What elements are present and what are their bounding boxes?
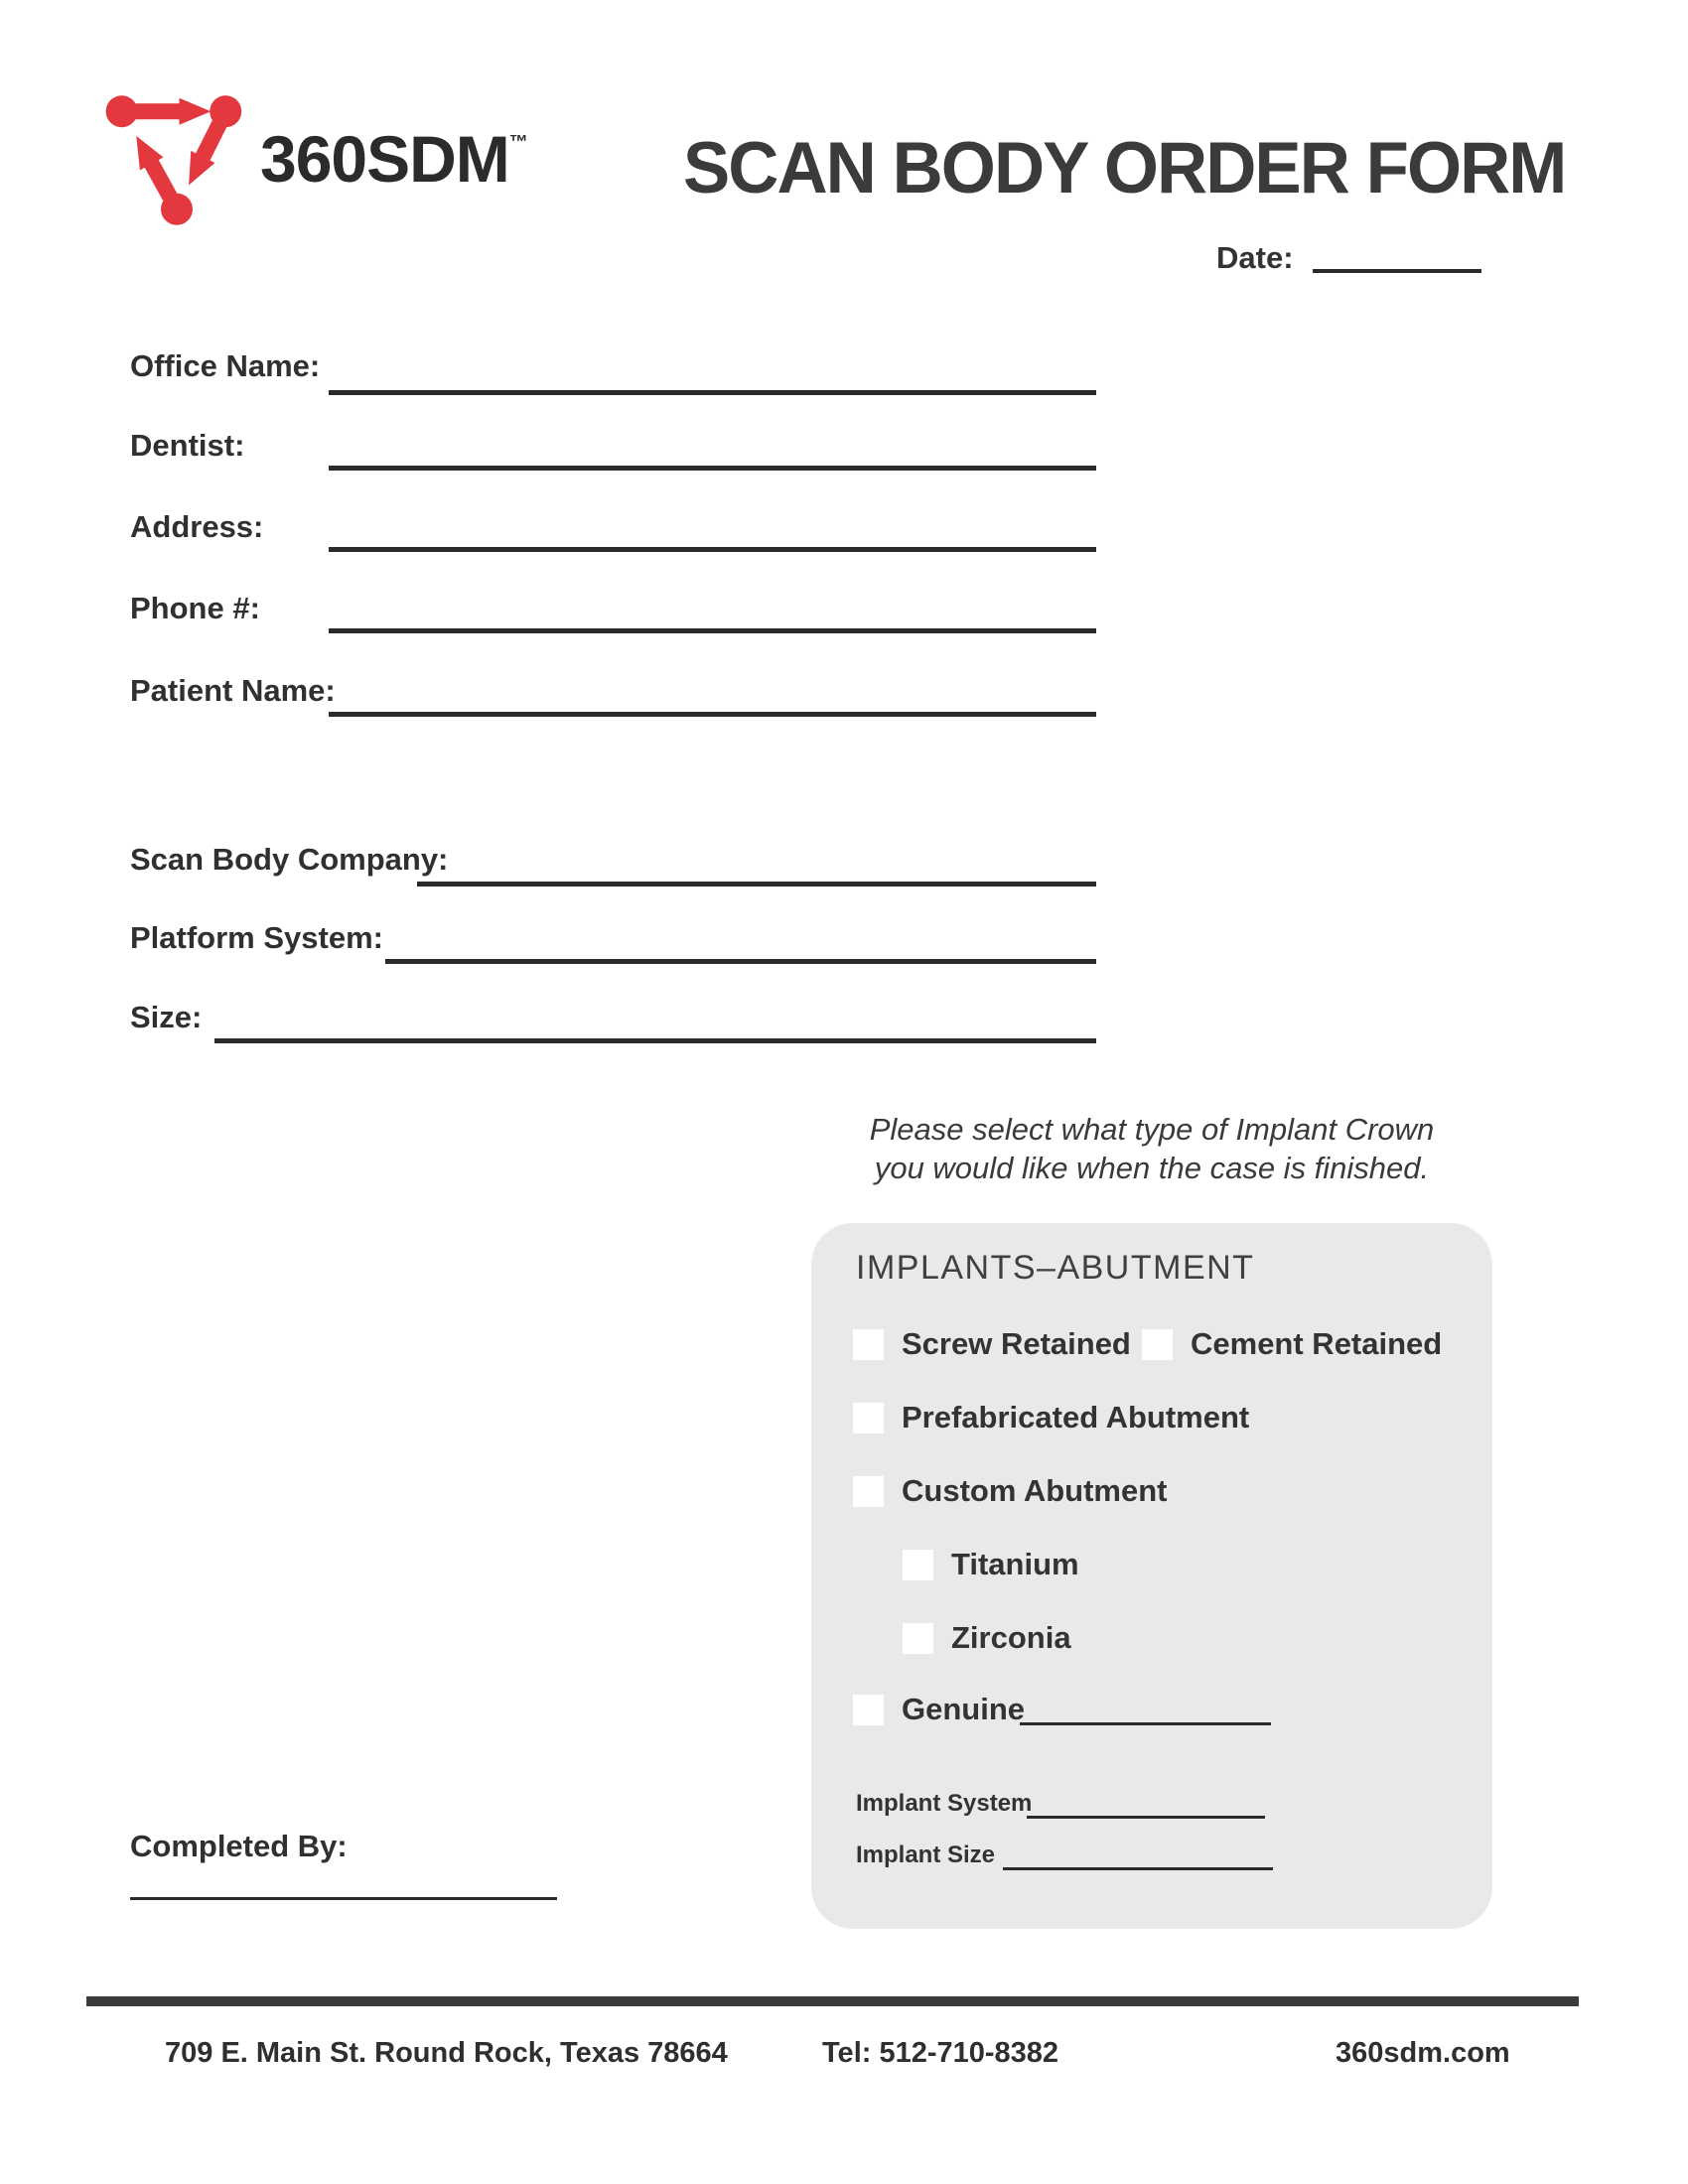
footer-phone: Tel: 512-710-8382: [822, 2037, 1059, 2069]
titanium-option: [903, 1549, 1079, 1580]
custom-abutment-label: Custom Abutment: [902, 1473, 1168, 1508]
implant-size-input-line[interactable]: [1003, 1867, 1273, 1870]
logo-wordmark: [260, 121, 527, 197]
address-input-line[interactable]: [329, 547, 1096, 552]
trademark-symbol: ™: [508, 132, 527, 153]
screw-retained-label: Screw Retained: [902, 1326, 1131, 1361]
implant-size-label: Implant Size: [856, 1842, 996, 1868]
scan-body-company-input-line[interactable]: [417, 882, 1096, 887]
phone-label: Phone #:: [130, 591, 260, 625]
address-label: Address:: [130, 509, 264, 544]
completed-by-label: Completed By:: [130, 1829, 348, 1863]
zirconia-label: Zirconia: [951, 1620, 1071, 1655]
office-name-input-line[interactable]: [329, 390, 1096, 395]
footer-divider: [86, 1996, 1579, 2006]
page-title: SCAN BODY ORDER FORM: [683, 128, 1566, 208]
genuine-label: Genuine: [902, 1692, 1026, 1726]
scan-body-company-label: Scan Body Company:: [130, 842, 449, 877]
prefabricated-abutment-label: Prefabricated Abutment: [902, 1400, 1250, 1434]
date-input-line[interactable]: [1313, 269, 1481, 273]
implants-abutment-heading: IMPLANTS–ABUTMENT: [856, 1249, 1255, 1287]
note-line-2: you would like when the case is finished.: [874, 1151, 1430, 1185]
screw-retained-option: [853, 1328, 1131, 1360]
cement-retained-option: [1142, 1328, 1442, 1360]
patient-name-input-line[interactable]: [329, 712, 1096, 717]
screw-retained-checkbox[interactable]: [853, 1329, 884, 1360]
logo-360-text: 360: [260, 122, 367, 196]
date-label: Date:: [1216, 240, 1294, 275]
logo-cycle-icon: [97, 83, 256, 232]
genuine-option: [853, 1694, 1025, 1725]
prefabricated-abutment-option: [853, 1402, 1249, 1433]
platform-system-input-line[interactable]: [385, 959, 1096, 964]
platform-system-label: Platform System:: [130, 920, 383, 955]
genuine-input-line[interactable]: [1020, 1722, 1271, 1725]
completed-by-input-line[interactable]: [130, 1897, 557, 1900]
phone-input-line[interactable]: [329, 628, 1096, 633]
genuine-checkbox[interactable]: [853, 1695, 884, 1725]
cement-retained-checkbox[interactable]: [1142, 1329, 1173, 1360]
patient-name-label: Patient Name:: [130, 673, 336, 708]
implant-crown-note: [804, 1110, 1499, 1187]
titanium-label: Titanium: [951, 1547, 1079, 1581]
size-label: Size:: [130, 1000, 203, 1034]
custom-abutment-checkbox[interactable]: [853, 1476, 884, 1507]
custom-abutment-option: [853, 1475, 1168, 1507]
zirconia-option: [903, 1622, 1071, 1654]
zirconia-checkbox[interactable]: [903, 1623, 933, 1654]
size-input-line[interactable]: [214, 1038, 1096, 1043]
dentist-input-line[interactable]: [329, 466, 1096, 471]
logo-sdm-text: SDM: [366, 122, 509, 196]
dentist-label: Dentist:: [130, 428, 245, 463]
footer-website: 360sdm.com: [1336, 2037, 1510, 2069]
prefabricated-abutment-checkbox[interactable]: [853, 1403, 884, 1433]
cement-retained-label: Cement Retained: [1191, 1326, 1443, 1361]
titanium-checkbox[interactable]: [903, 1550, 933, 1580]
implant-system-label: Implant System: [856, 1790, 1033, 1817]
footer-address: 709 E. Main St. Round Rock, Texas 78664: [165, 2037, 728, 2069]
office-name-label: Office Name:: [130, 348, 321, 383]
note-line-1: Please select what type of Implant Crown: [869, 1112, 1435, 1147]
implant-system-input-line[interactable]: [1027, 1816, 1265, 1819]
